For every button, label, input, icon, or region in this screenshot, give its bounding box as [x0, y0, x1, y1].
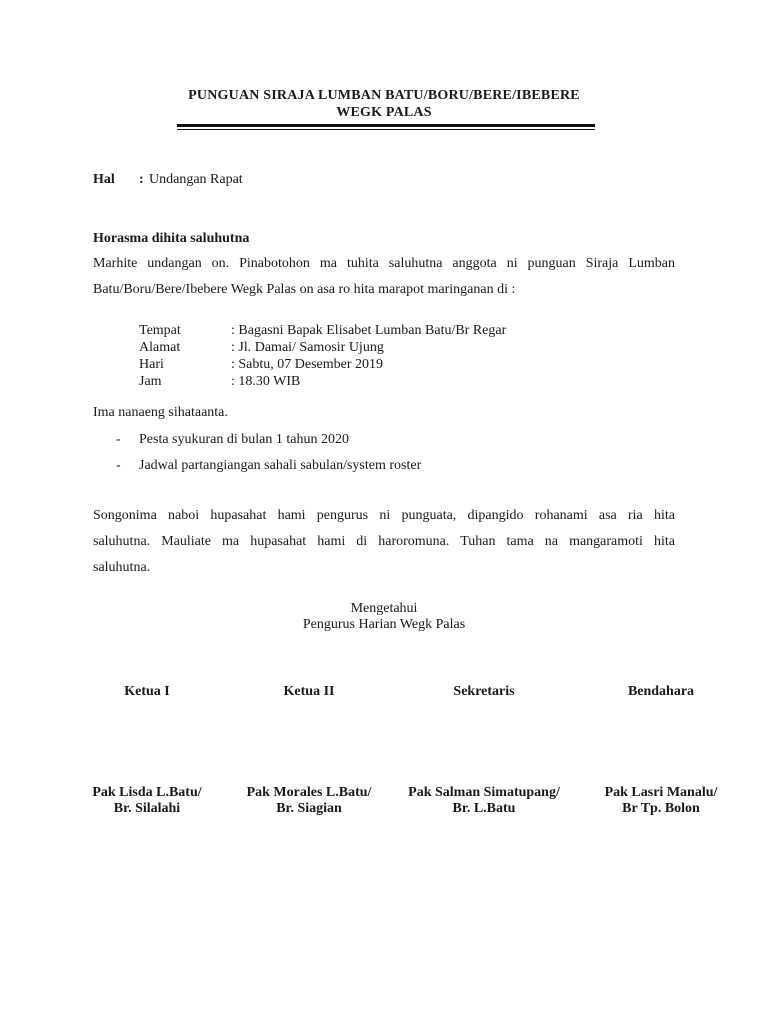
detail-value: : Bagasni Bapak Elisabet Lumban Batu/Br Regar — [231, 323, 507, 338]
detail-label: Tempat — [139, 323, 181, 338]
signatory-name: Pak Lasri Manalu/ — [604, 785, 718, 800]
signatory-spouse: Br. Silalahi — [113, 801, 181, 816]
subject-label: Hal — [93, 172, 115, 187]
bullet-dash: - — [116, 458, 121, 473]
detail-label: Alamat — [139, 340, 181, 355]
signatory-spouse: Br. Siagian — [276, 801, 342, 816]
signatory-role: Bendahara — [627, 684, 695, 699]
intro-line-2: Batu/Boru/Bere/Ibebere Wegk Palas on asa ro hita marapot maringanan di : — [93, 282, 516, 297]
closing-line-1: Songonima naboi hupasahat hami pengurus ni punguata, dipangido rohanami asa ria hita — [93, 508, 675, 523]
signatory-spouse: Br Tp. Bolon — [622, 801, 700, 816]
detail-value: : 18.30 WIB — [231, 374, 301, 389]
signatory-spouse: Br. L.Batu — [452, 801, 516, 816]
intro-line-1: Marhite undangan on. Pinabotohon ma tuhita saluhutna anggota ni punguan Siraja Lumban — [93, 256, 675, 271]
detail-label: Hari — [139, 357, 164, 372]
signatory-role: Sekretaris — [453, 684, 515, 699]
bullet-dash: - — [116, 432, 121, 447]
closing-line-3: saluhutna. — [93, 560, 151, 575]
detail-value: : Sabtu, 07 Desember 2019 — [231, 357, 384, 372]
signatory-name: Pak Lisda L.Batu/ — [92, 785, 202, 800]
signatory-name: Pak Salman Simatupang/ — [408, 785, 560, 800]
letterhead-subtitle: WEGK PALAS — [336, 105, 432, 120]
greeting: Horasma dihita saluhutna — [93, 231, 250, 246]
signatory-name: Pak Morales L.Batu/ — [246, 785, 372, 800]
acknowledgement-heading: Mengetahui — [350, 601, 418, 616]
signatory-role: Ketua II — [283, 684, 335, 699]
signatory-role: Ketua I — [124, 684, 170, 699]
acknowledgement-body: Pengurus Harian Wegk Palas — [302, 617, 466, 632]
letterhead-rule-thin — [177, 129, 595, 130]
agenda-intro: Ima nanaeng sihataanta. — [93, 405, 228, 420]
letterhead-rule-thick — [177, 124, 595, 127]
agenda-item-text: Pesta syukuran di bulan 1 tahun 2020 — [139, 432, 349, 447]
agenda-item-text: Jadwal partangiangan sahali sabulan/system roster — [139, 458, 422, 473]
letterhead-title: PUNGUAN SIRAJA LUMBAN BATU/BORU/BERE/IBEBERE — [188, 88, 580, 103]
detail-label: Jam — [139, 374, 162, 389]
closing-line-2: saluhutna. Mauliate ma hupasahat hami di haroromuna. Tuhan tama na mangaramoti hita — [93, 534, 675, 549]
detail-value: : Jl. Damai/ Samosir Ujung — [231, 340, 384, 355]
subject-colon: : — [139, 172, 144, 187]
subject-value: Undangan Rapat — [149, 172, 243, 187]
